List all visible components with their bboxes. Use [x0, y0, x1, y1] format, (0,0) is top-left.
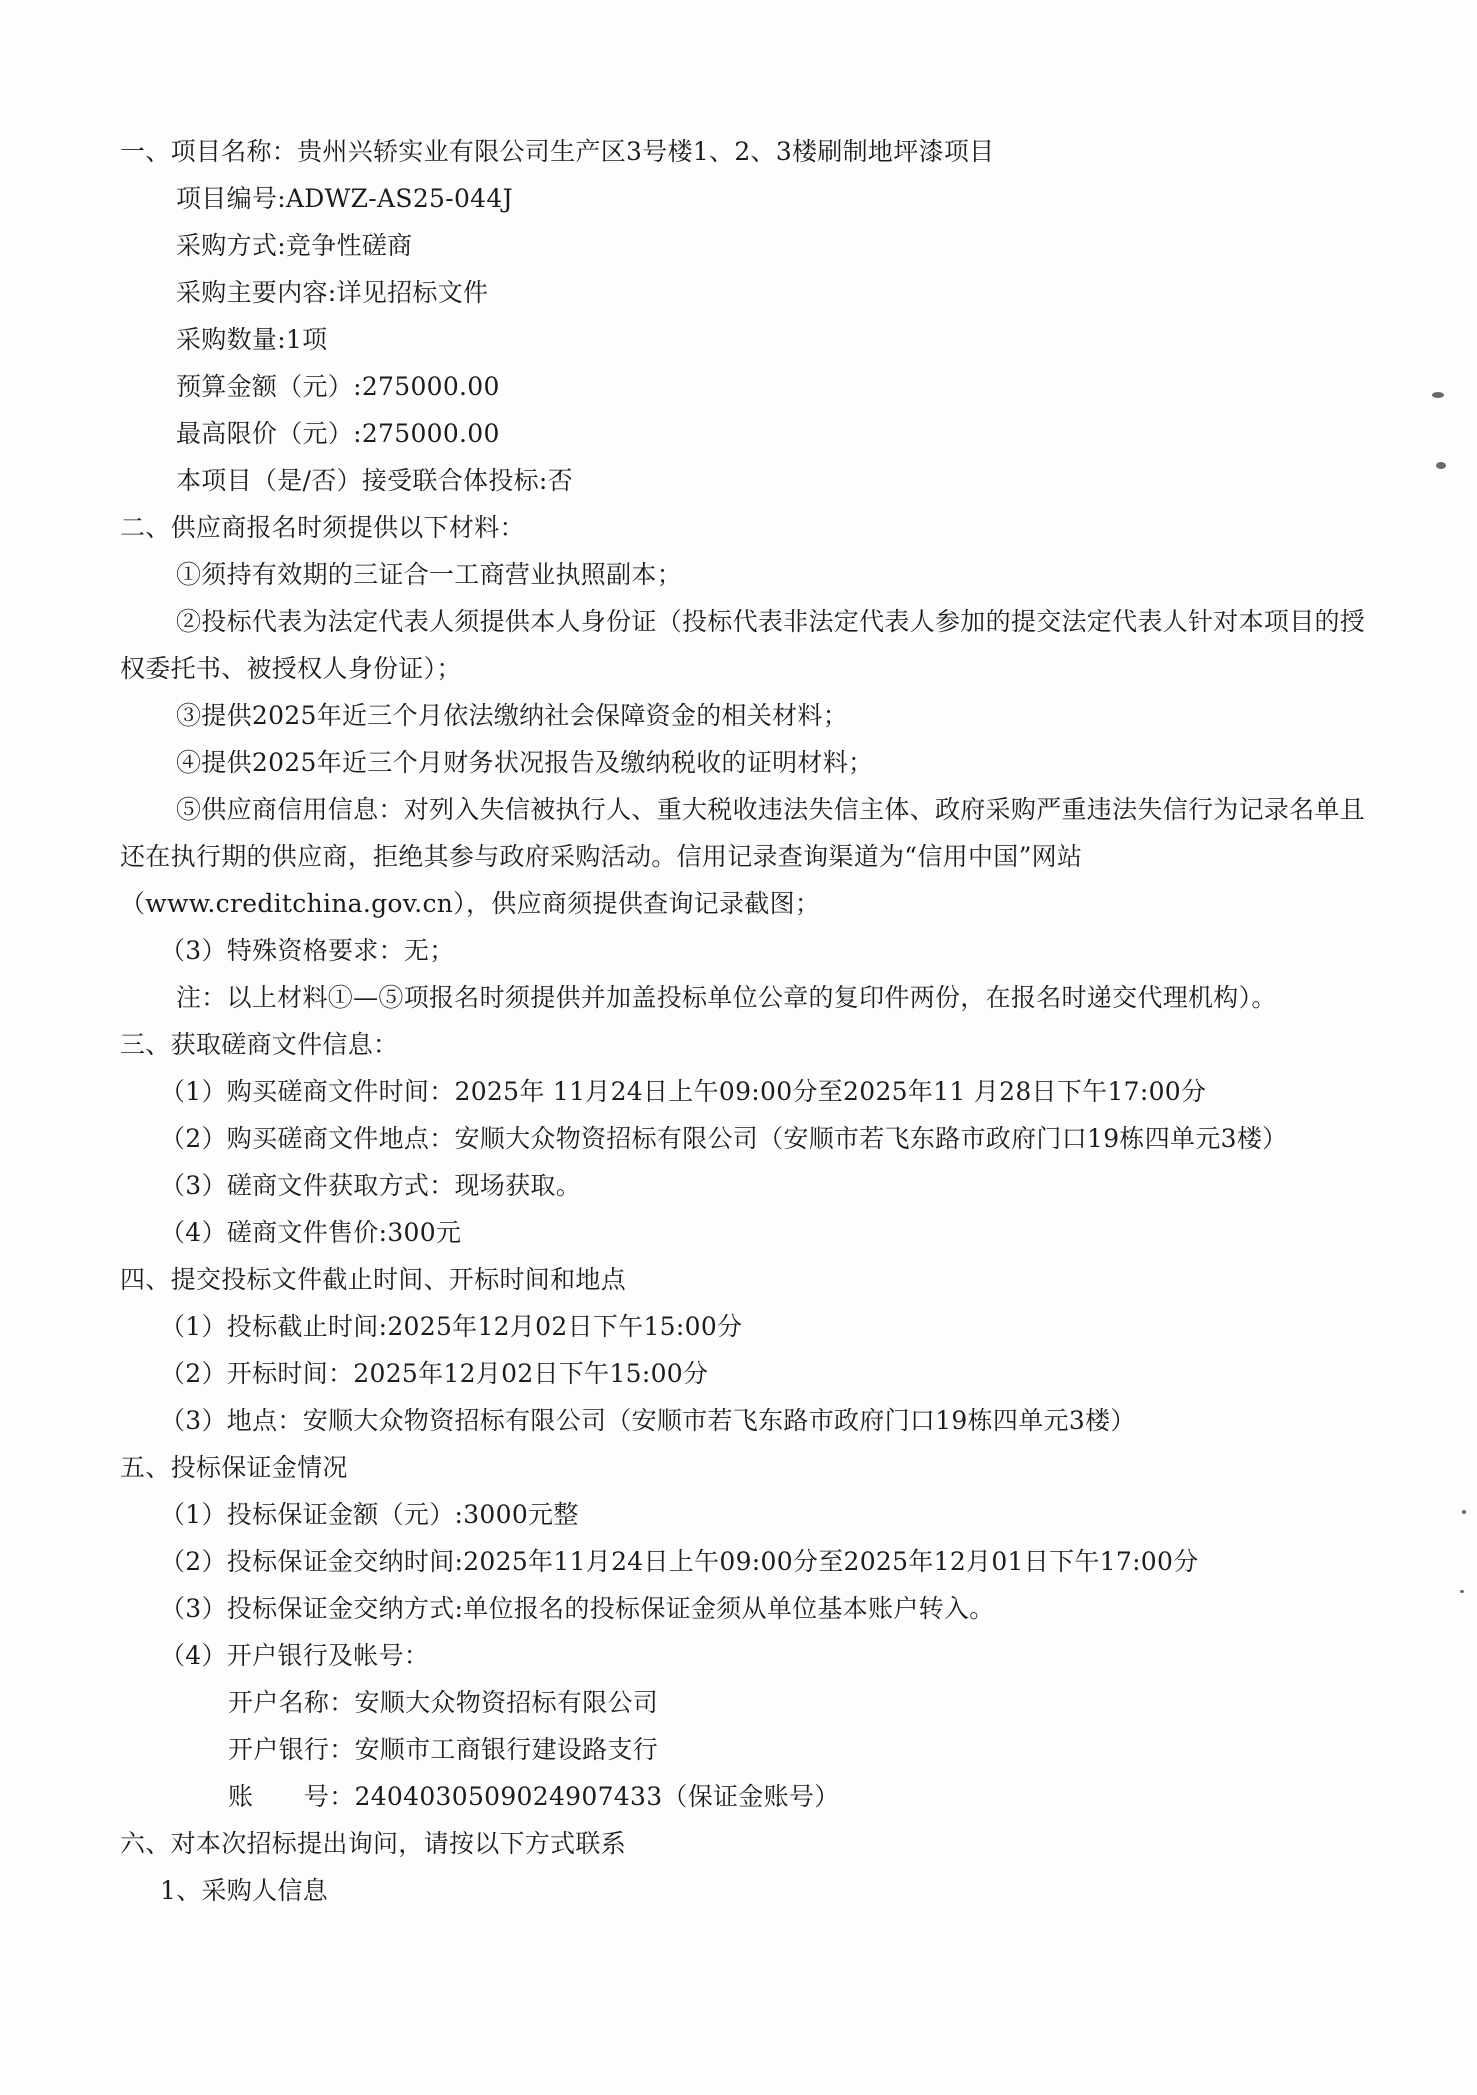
material-5: ⑤供应商信用信息：对列入失信被执行人、重大税收违法失信主体、政府采购严重违法失信行为记录名单且还在执行期的供应商，拒绝其参与政府采购活动。信用记录查询渠道为“信用中国”网站（www.creditchina.gov.cn），供应商须提供查询记录截图；	[120, 795, 1366, 918]
section4-heading: 四、提交投标文件截止时间、开标时间和地点	[120, 1265, 627, 1294]
opening-location: （3）地点：安顺大众物资招标有限公司（安顺市若飞东路市政府门口19栋四单元3楼）	[160, 1406, 1136, 1435]
project-number: 项目编号:ADWZ-AS25-044J	[176, 184, 513, 213]
document-price: （4）磋商文件售价:300元	[160, 1218, 462, 1247]
budget-amount: 预算金额（元）:275000.00	[176, 372, 500, 401]
procurement-method: 采购方式:竞争性磋商	[176, 231, 413, 260]
procurement-quantity: 采购数量:1项	[176, 325, 328, 354]
material-1: ①须持有效期的三证合一工商营业执照副本；	[176, 560, 683, 589]
section2-heading: 二、供应商报名时须提供以下材料：	[120, 513, 525, 542]
bid-deadline: （1）投标截止时间:2025年12月02日下午15:00分	[160, 1312, 743, 1341]
account-bank: 开户银行：安顺市工商银行建设路支行	[228, 1735, 659, 1764]
section3-heading: 三、获取磋商文件信息：	[120, 1030, 399, 1059]
purchaser-info-heading: 1、采购人信息	[160, 1876, 329, 1905]
section1-heading: 一、项目名称：贵州兴轿实业有限公司生产区3号楼1、2、3楼刷制地坪漆项目	[120, 137, 995, 166]
purchase-time: （1）购买磋商文件时间：2025年 11月24日上午09:00分至2025年11 月28日下午17:00分	[160, 1077, 1207, 1106]
section5-heading: 五、投标保证金情况	[120, 1453, 348, 1482]
material-3: ③提供2025年近三个月依法缴纳社会保障资金的相关材料；	[176, 701, 849, 730]
obtain-method: （3）磋商文件获取方式：现场获取。	[160, 1171, 582, 1200]
deposit-time: （2）投标保证金交纳时间:2025年11月24日上午09:00分至2025年12月01日下午17:00分	[160, 1547, 1199, 1576]
purchase-location: （2）购买磋商文件地点：安顺大众物资招标有限公司（安顺市若飞东路市政府门口19栋四单元3楼）	[160, 1124, 1288, 1153]
scan-speck	[1460, 1590, 1464, 1593]
scan-speck	[1436, 462, 1446, 469]
special-qualification: （3）特殊资格要求：无；	[160, 936, 455, 965]
scan-speck	[1432, 392, 1444, 398]
max-price: 最高限价（元）:275000.00	[176, 419, 500, 448]
material-2: ②投标代表为法定代表人须提供本人身份证（投标代表非法定代表人参加的提交法定代表人针对本项目的授权委托书、被授权人身份证）；	[120, 607, 1366, 683]
account-name: 开户名称：安顺大众物资招标有限公司	[228, 1688, 659, 1717]
consortium-bid: 本项目（是/否）接受联合体投标:否	[176, 466, 573, 495]
bank-account-heading: （4）开户银行及帐号：	[160, 1641, 430, 1670]
account-number: 账 号：2404030509024907433（保证金账号）	[228, 1782, 840, 1811]
deposit-method: （3）投标保证金交纳方式:单位报名的投标保证金须从单位基本账户转入。	[160, 1594, 995, 1623]
opening-time: （2）开标时间：2025年12月02日下午15:00分	[160, 1359, 709, 1388]
material-4: ④提供2025年近三个月财务状况报告及缴纳税收的证明材料；	[176, 748, 874, 777]
scan-speck	[1462, 1510, 1466, 1514]
deposit-amount: （1）投标保证金额（元）:3000元整	[160, 1500, 579, 1529]
materials-note: 注：以上材料①—⑤项报名时须提供并加盖投标单位公章的复印件两份，在报名时递交代理机构）。	[176, 983, 1277, 1012]
procurement-content: 采购主要内容:详见招标文件	[176, 278, 489, 307]
notice-body	[120, 128, 1380, 1914]
section6-heading: 六、对本次招标提出询问，请按以下方式联系	[120, 1829, 627, 1858]
